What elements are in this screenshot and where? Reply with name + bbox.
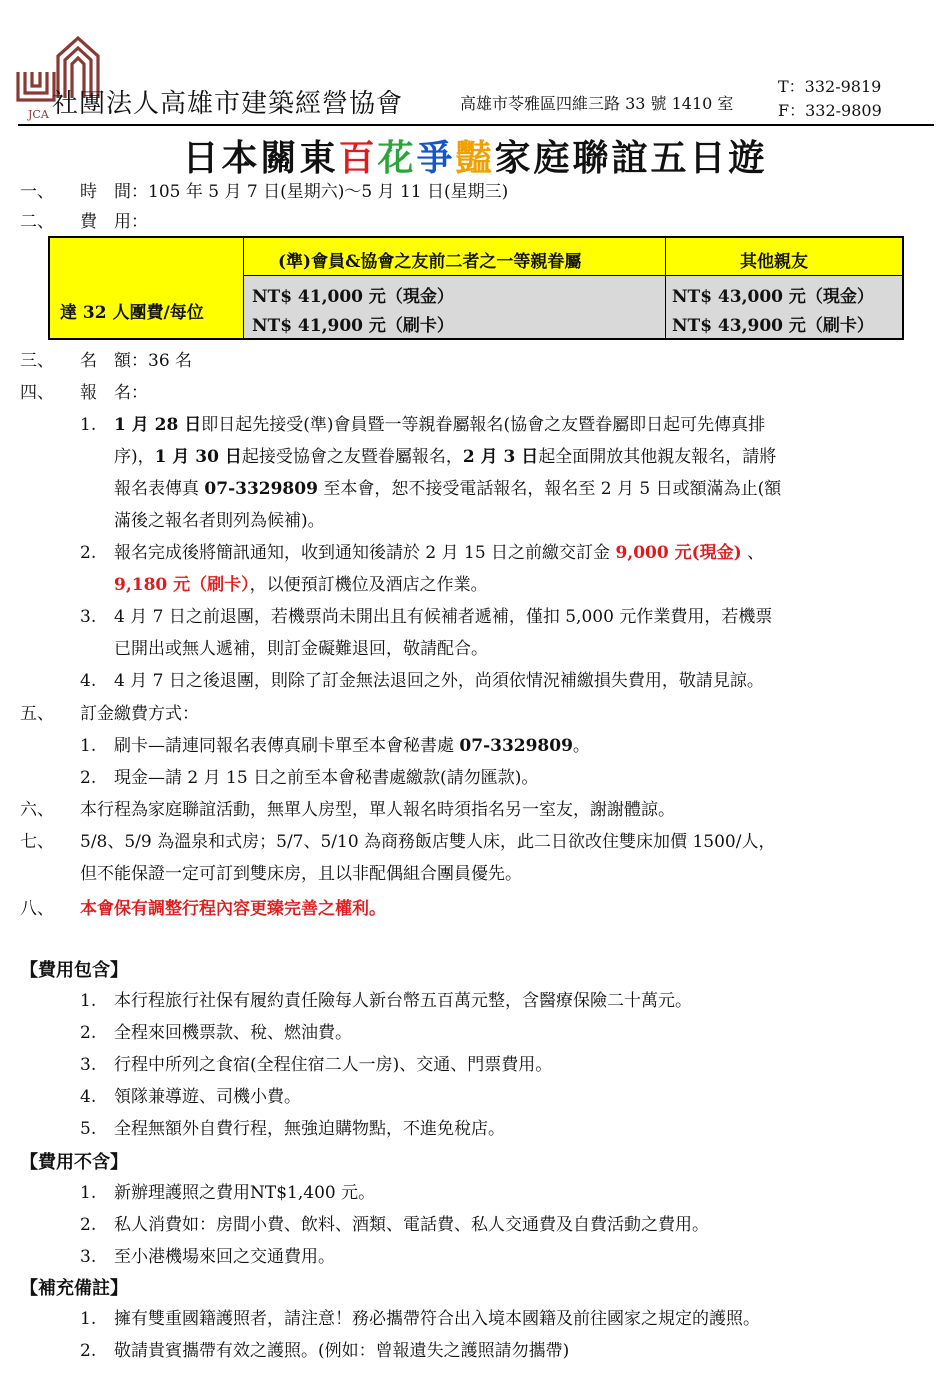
excluded-num-2: 2. bbox=[80, 1215, 97, 1235]
fee-table-member-prices bbox=[244, 276, 666, 338]
registration-num-4: 4. bbox=[80, 671, 97, 691]
fee-other-card: NT$ 43,900 元（刷卡） bbox=[672, 316, 874, 336]
section-3-quota: 名 額：36 名 bbox=[80, 351, 193, 371]
organization-telephone: T：332-9819 bbox=[778, 77, 882, 96]
payment-item-card: 刷卡—請連同報名表傳真刷卡單至本會秘書處 07-3329809。 bbox=[114, 736, 590, 756]
included-item-4: 領隊兼導遊、司機小費。 bbox=[114, 1087, 301, 1107]
notes-heading: 【補充備註】 bbox=[20, 1278, 128, 1299]
header-divider bbox=[18, 124, 934, 126]
section-num-1: 一、 bbox=[20, 182, 54, 202]
fee-table-header-other: 其他親友 bbox=[666, 238, 902, 276]
payment-item-cash: 現金—請 2 月 15 日之前至本會秘書處繳款(請勿匯款)。 bbox=[114, 768, 539, 788]
title-highlight-2: 花 bbox=[377, 137, 417, 179]
included-item-5: 全程無額外自費行程，無強迫購物點，不進免稅店。 bbox=[114, 1119, 505, 1139]
included-item-3: 行程中所列之食宿(全程住宿二人一房)、交通、門票費用。 bbox=[114, 1055, 553, 1075]
included-item-1: 本行程旅行社保有履約責任險每人新台幣五百萬元整，含醫療保險二十萬元。 bbox=[114, 991, 692, 1011]
fee-table-header-member: (準)會員&協會之友前二者之一等親眷屬 bbox=[244, 238, 666, 276]
fee-member-cash: NT$ 41,000 元（現金） bbox=[252, 287, 454, 307]
fee-table-label-cell bbox=[50, 238, 244, 338]
registration-item-1-line-1: 1 月 28 日即日起先接受(準)會員暨一等親眷屬報名(協會之友暨眷屬即日起可先傳真排 bbox=[114, 415, 766, 435]
included-num-3: 3. bbox=[80, 1055, 97, 1075]
fee-table bbox=[48, 236, 904, 340]
included-num-2: 2. bbox=[80, 1023, 97, 1043]
excluded-heading: 【費用不含】 bbox=[20, 1152, 128, 1173]
notes-num-1: 1. bbox=[80, 1309, 97, 1329]
included-num-1: 1. bbox=[80, 991, 97, 1011]
section-8-rights-note: 本會保有調整行程內容更臻完善之權利。 bbox=[80, 899, 386, 919]
included-num-4: 4. bbox=[80, 1087, 97, 1107]
organization-address: 高雄市苓雅區四維三路 33 號 1410 室 bbox=[460, 94, 734, 113]
registration-item-2-line-2: 9,180 元（刷卡），以便預訂機位及酒店之作業。 bbox=[114, 575, 488, 595]
document-title: 日本關東百花爭豔家庭聯誼五日遊 bbox=[182, 137, 768, 179]
section-6-room-note: 本行程為家庭聯誼活動，無單人房型，單人報名時須指名另一室友，謝謝體諒。 bbox=[80, 800, 675, 820]
section-1-time: 時 間：105 年 5 月 7 日(星期六)～5 月 11 日(星期三) bbox=[80, 182, 509, 202]
section-num-2: 二、 bbox=[20, 212, 54, 232]
registration-num-2: 2. bbox=[80, 543, 97, 563]
excluded-item-3: 至小港機場來回之交通費用。 bbox=[114, 1247, 335, 1267]
notes-num-2: 2. bbox=[80, 1341, 97, 1361]
section-num-3: 三、 bbox=[20, 351, 54, 371]
excluded-num-3: 3. bbox=[80, 1247, 97, 1267]
registration-item-3-line-2: 已開出或無人遞補，則訂金礙難退回，敬請配合。 bbox=[114, 639, 488, 659]
registration-item-1-line-2: 序)，1 月 30 日起接受協會之友暨眷屬報名，2 月 3 日起全面開放其他親友報名，請將 bbox=[114, 447, 777, 467]
fee-other-cash: NT$ 43,000 元（現金） bbox=[672, 287, 874, 307]
fee-table-other-prices bbox=[666, 276, 902, 338]
payment-num-2: 2. bbox=[80, 768, 97, 788]
section-num-8: 八、 bbox=[20, 899, 54, 919]
registration-item-1-line-3: 報名表傳真 07-3329809 至本會，恕不接受電話報名，報名至 2 月 5 日或額滿為止(額 bbox=[114, 479, 782, 499]
section-7-line-1: 5/8、5/9 為溫泉和式房；5/7、5/10 為商務飯店雙人床，此二日欲改住雙床加價 1500/人， bbox=[80, 832, 776, 852]
notes-item-2: 敬請貴賓攜帶有效之護照。(例如：曾報遺失之護照請勿攜帶) bbox=[114, 1341, 570, 1361]
notes-item-1: 擁有雙重國籍護照者，請注意！務必攜帶符合出入境本國籍及前往國家之規定的護照。 bbox=[114, 1309, 760, 1329]
deposit-cash-amount: 9,000 元(現金) bbox=[615, 543, 742, 563]
organization-name: 社團法人高雄市建築經營協會 bbox=[52, 89, 404, 119]
deposit-card-amount: 9,180 元（刷卡） bbox=[114, 575, 250, 595]
registration-item-4-line-1: 4 月 7 日之後退團，則除了訂金無法退回之外，尚須依情況補繳損失費用，敬請見諒。 bbox=[114, 671, 764, 691]
organization-fax: F：332-9809 bbox=[778, 101, 882, 120]
registration-item-3-line-1: 4 月 7 日之前退團，若機票尚未開出且有候補者遞補，僅扣 5,000 元作業費用，若機票 bbox=[114, 607, 773, 627]
section-7-line-2: 但不能保證一定可訂到雙床房，且以非配偶組合團員優先。 bbox=[80, 864, 522, 884]
title-highlight-1: 百 bbox=[338, 137, 378, 179]
excluded-item-1: 新辦理護照之費用NT$1,400 元。 bbox=[114, 1183, 376, 1203]
section-num-7: 七、 bbox=[20, 832, 54, 852]
included-item-2: 全程來回機票款、稅、燃油費。 bbox=[114, 1023, 352, 1043]
section-num-6: 六、 bbox=[20, 800, 54, 820]
excluded-item-2: 私人消費如：房間小費、飲料、酒類、電話費、私人交通費及自費活動之費用。 bbox=[114, 1215, 709, 1235]
section-num-4: 四、 bbox=[20, 383, 54, 403]
registration-num-3: 3. bbox=[80, 607, 97, 627]
included-num-5: 5. bbox=[80, 1119, 97, 1139]
payment-num-1: 1. bbox=[80, 736, 97, 756]
logo-text: JCA bbox=[28, 108, 49, 121]
fee-member-card: NT$ 41,900 元（刷卡） bbox=[252, 316, 454, 336]
registration-num-1: 1. bbox=[80, 415, 97, 435]
included-heading: 【費用包含】 bbox=[20, 960, 128, 981]
title-highlight-4: 豔 bbox=[455, 137, 495, 179]
fee-table-row-label: 達 32 人團費/每位 bbox=[60, 303, 204, 323]
registration-item-2-line-1: 報名完成後將簡訊通知，收到通知後請於 2 月 15 日之前繳交訂金 9,000 元(現金) 、 bbox=[114, 543, 765, 563]
title-highlight-3: 爭 bbox=[416, 137, 456, 179]
section-5-payment-label: 訂金繳費方式： bbox=[80, 704, 199, 724]
section-4-registration-label: 報 名： bbox=[80, 383, 148, 403]
section-num-5: 五、 bbox=[20, 704, 54, 724]
section-2-fee-label: 費 用： bbox=[80, 212, 148, 232]
excluded-num-1: 1. bbox=[80, 1183, 97, 1203]
registration-item-1-line-4: 滿後之報名者則列為候補)。 bbox=[114, 511, 325, 531]
